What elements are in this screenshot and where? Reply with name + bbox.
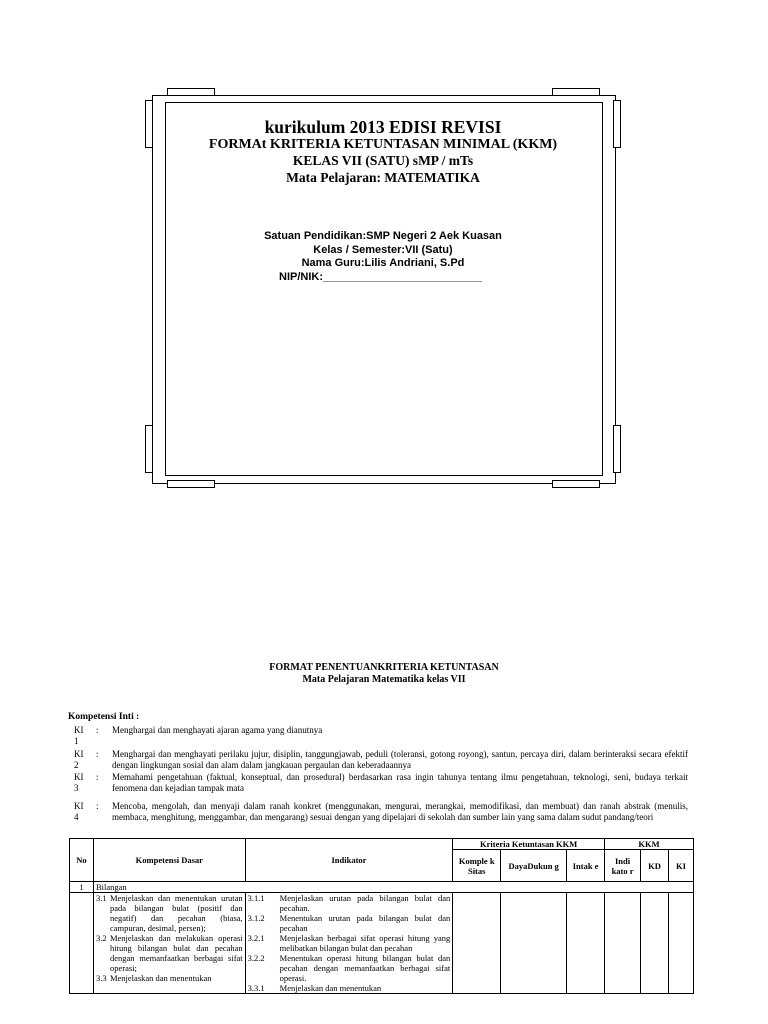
frame-corner-tab — [552, 88, 600, 96]
nip-field: NIP/NIK:__________________________ — [279, 270, 483, 283]
cover-title-block — [165, 117, 601, 186]
ki-label: KI 3 — [74, 772, 84, 793]
intake-cell — [567, 893, 605, 994]
list-item: 3.3 Menjelaskan dan menentukan — [95, 973, 212, 983]
col-kompleksitas: Komple k Sitas — [453, 850, 501, 882]
class-semester: Kelas / Semester:VII (Satu) — [313, 243, 453, 256]
col-indikator: Indikator — [245, 839, 453, 882]
ki-label: KI 4 — [74, 801, 84, 822]
school-name: Satuan Pendidikan:SMP Negeri 2 Aek Kuasan — [264, 230, 502, 242]
cover-subject: Mata Pelajaran: MATEMATIKA — [286, 170, 480, 185]
kd-cell — [93, 893, 245, 994]
col-kd: KD — [641, 850, 669, 882]
cover-title: kurikulum 2013 EDISI REVISI — [264, 117, 502, 137]
row-no: 1 — [70, 882, 94, 893]
list-item: 3.3.1 Menjelaskan dan menentukan — [247, 983, 382, 993]
kkm-table — [69, 838, 694, 994]
kkm-kd-cell — [641, 893, 669, 994]
kkm-ki-cell — [668, 893, 693, 994]
col-daya-dukung: DayaDukun g — [501, 850, 567, 882]
col-kompetensi-dasar: Kompetensi Dasar — [93, 839, 245, 882]
list-item: 3.1 Menjelaskan dan menentukan urutan pada bilangan bulat (positif dan negatif) dan pecahan (biasa, campuran, desimal, persen); — [95, 893, 243, 933]
frame-corner-tab — [167, 88, 215, 96]
section-label: Bilangan — [93, 882, 693, 893]
col-no: No — [70, 839, 94, 882]
ki-text: Menghargai dan menghayati ajaran agama yang dianutnya — [112, 725, 323, 735]
frame-corner-tab — [613, 100, 621, 148]
col-ki: KI — [668, 850, 693, 882]
kompleksitas-cell — [453, 893, 501, 994]
ki-text: Menghargai dan menghayati perilaku jujur, disiplin, tanggungjawab, peduli (toleransi, gotong royong), santun, percaya diri, dalam berinteraksi secara efektif dengan lingkungan sosial dan alam dalam jangkauan pergaulan dan keberadaannya — [112, 749, 688, 770]
frame-corner-tab — [613, 425, 621, 473]
cover-subtitle: FORMAt KRITERIA KETUNTASAN MINIMAL (KKM) — [208, 137, 558, 152]
col-kkm: KKM — [605, 839, 694, 850]
frame-corner-tab — [145, 425, 153, 473]
list-item: 3.2 Menjelaskan dan melakukan operasi hitung bilangan bulat dan pecahan dengan memanfaatkan berbagai sifat operasi; — [95, 933, 243, 973]
teacher-name: Nama Guru:Lilis Andriani, S.Pd — [301, 257, 465, 269]
daya-dukung-cell — [501, 893, 567, 994]
sheet-title: FORMAT PENENTUANKRITERIA KETUNTASAN — [269, 662, 499, 673]
list-item: 3.2.2 Menentukan operasi hitung bilangan bulat dan pecahan dengan memanfaatkan berbagai sifat operasi. — [247, 953, 451, 983]
col-indikator-kkm: Indi kato r — [605, 850, 641, 882]
ki-label: KI 2 — [74, 749, 84, 770]
frame-corner-tab — [552, 480, 600, 488]
kkm-indikator-cell — [605, 893, 641, 994]
list-item: 3.1.1 Menjelaskan urutan pada bilangan bulat dan pecahan. — [247, 893, 451, 913]
table-row — [70, 893, 694, 994]
list-item: 3.2.1 Menjelaskan berbagai sifat operasi hitung yang melibatkan bilangan bulat dan pecahan — [247, 933, 451, 953]
ki-text: Memahami pengetahuan (faktual, konseptual, dan prosedural) berdasarkan rasa ingin tahunya tentang ilmu pengetahuan, teknologi, seni, budaya terkait fenomena dan kejadian tampak mata — [112, 772, 688, 793]
ki-heading: Kompetensi Inti : — [68, 712, 140, 722]
col-kriteria: Kriteria Ketuntasan KKM — [453, 839, 605, 850]
cover-class: KELAS VII (SATU) sMP / mTs — [292, 153, 474, 168]
table-row — [70, 882, 694, 893]
frame-corner-tab — [145, 100, 153, 148]
sheet-subtitle: Mata Pelajaran Matematika kelas VII — [302, 674, 466, 685]
col-intake: Intak e — [567, 850, 605, 882]
frame-corner-tab — [167, 480, 215, 488]
list-item: 3.1.2 Menentukan urutan pada bilangan bulat dan pecahan — [247, 913, 451, 933]
cover-info-block — [165, 230, 601, 284]
ki-text: Mencoba, mengolah, dan menyaji dalam ranah konkret (menggunakan, mengurai, merangkai, memodifikasi, dan membuat) dan ranah abstrak (menulis, membaca, menghitung, menggambar, dan mengarang) sesuai dengan yang dipelajari di sekolah dan sumber lain yang sama dalam sudut pandang/teori — [112, 801, 688, 822]
indikator-cell — [245, 893, 453, 994]
ki-label: KI 1 — [74, 725, 84, 746]
